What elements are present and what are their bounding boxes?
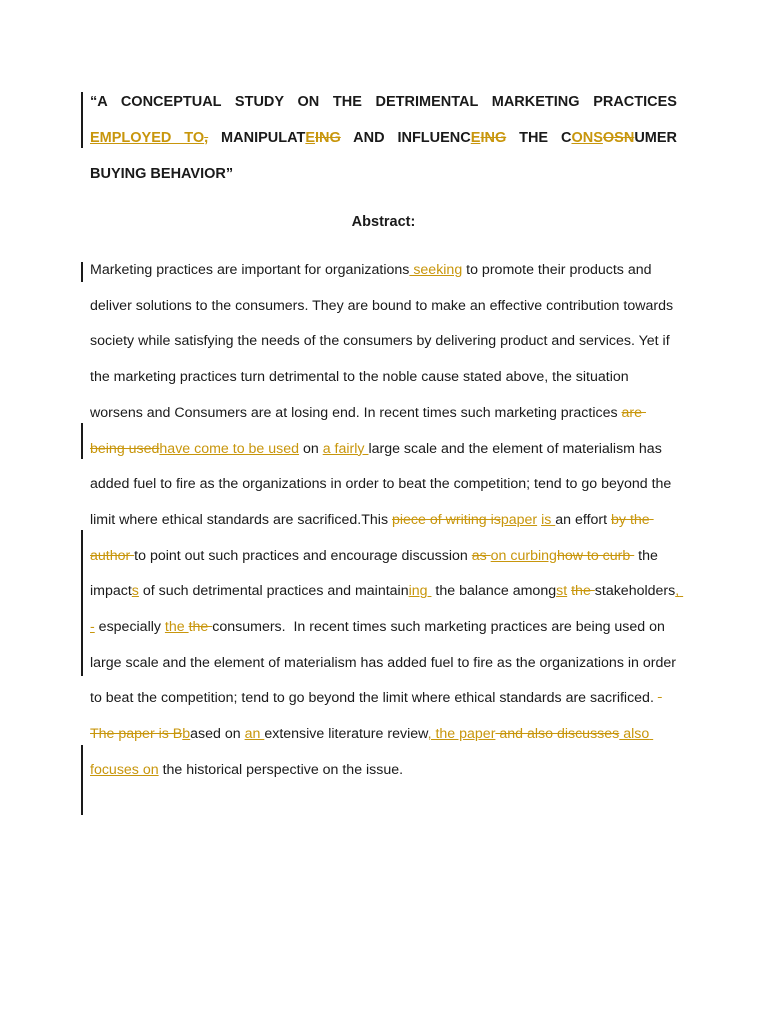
text-run: the historical perspective on the issue.	[158, 761, 404, 778]
deleted-text: OSN	[602, 130, 635, 146]
deleted-text: and also discusses	[495, 726, 620, 743]
change-bar	[81, 92, 83, 148]
text-run: large scale and the element of materialism has added fuel to fire as the organizations in order to beat the competition; tend to go beyond the limit where ethical standards are sacrificed.This	[90, 440, 676, 528]
deleted-text: ,	[204, 130, 209, 146]
text-run: stakeholders	[594, 583, 676, 600]
inserted-text: ing	[408, 583, 432, 600]
text-run: of such detrimental practices and maintain	[138, 583, 409, 600]
abstract-heading: Abstract:	[351, 214, 416, 230]
change-bar	[81, 745, 83, 815]
text-run: THE C	[506, 130, 572, 146]
text-run: to promote their products and deliver solutions to the consumers. They are bound to make an effective contribution towards society while satisfying the needs of the consumers by delivering product and services. Yet if the marketing practices turn detrimental to the noble cause stated above, the situation worsens and Consumers are at losing end. In recent times such marketing practices	[90, 262, 678, 421]
text-run: consumers. In recent times such marketing practices are being used on large scale and the element of materialism has added fuel to fire as the organizations in order to beat the competition; tend to go beyond the limit where ethical standards are sacrificed.	[90, 619, 680, 707]
inserted-text: an	[244, 726, 265, 743]
text-run: “A CONCEPTUAL STUDY ON THE DETRIMENTAL MARKETING PRACTICES	[90, 94, 682, 110]
deleted-text: how to curb	[556, 547, 635, 564]
deleted-text: are being used	[90, 404, 646, 457]
inserted-text: s	[131, 583, 139, 600]
text-run: especially	[94, 619, 165, 636]
deleted-text: ING	[315, 130, 341, 146]
change-bar	[81, 423, 83, 459]
inserted-text: have come to be used	[159, 440, 300, 457]
inserted-text: seeking	[409, 262, 463, 278]
document-title	[90, 84, 682, 192]
inserted-text: ONS	[571, 130, 603, 146]
inserted-text: the	[164, 619, 189, 636]
inserted-text: is	[541, 511, 556, 528]
change-bar	[81, 262, 83, 282]
deleted-text: as	[471, 547, 491, 564]
deleted-text: ING	[480, 130, 507, 146]
inserted-text: st	[556, 583, 568, 600]
text-run: the balance among	[431, 583, 557, 600]
text-run: the impact	[90, 547, 662, 600]
inserted-text: E	[470, 130, 481, 146]
inserted-text: paper	[500, 511, 538, 528]
text-run: on	[299, 440, 323, 457]
text-run: ased on	[190, 726, 245, 743]
text-run: MANIPULAT	[208, 130, 306, 146]
inserted-text: E	[305, 130, 316, 146]
inserted-text: on curbing	[490, 547, 557, 564]
abstract-paragraph	[90, 253, 684, 789]
change-bar	[81, 530, 83, 676]
inserted-text: also focuses on	[90, 726, 654, 778]
text-run: UMER BUYING BEHAVIOR”	[90, 130, 682, 182]
text-run: Marketing practices are important for organizations	[90, 262, 410, 278]
deleted-text: by the author	[90, 511, 654, 564]
text-run: extensive literature review	[264, 726, 428, 743]
inserted-text: b	[182, 726, 191, 743]
inserted-text: , the paper	[427, 726, 496, 743]
deleted-text: piece of writing is	[392, 511, 501, 528]
text-run: AND INFLUENC	[340, 130, 471, 146]
inserted-text: EMPLOYED TO	[90, 130, 205, 146]
deleted-text: the	[571, 583, 595, 600]
text-run: to point out such practices and encourage discussion	[134, 547, 472, 564]
inserted-text: , -	[90, 583, 684, 636]
deleted-text: The paper is B	[90, 690, 662, 743]
deleted-text: the	[188, 619, 213, 636]
inserted-text: a fairly	[322, 440, 369, 457]
text-run: an effort	[555, 511, 612, 528]
